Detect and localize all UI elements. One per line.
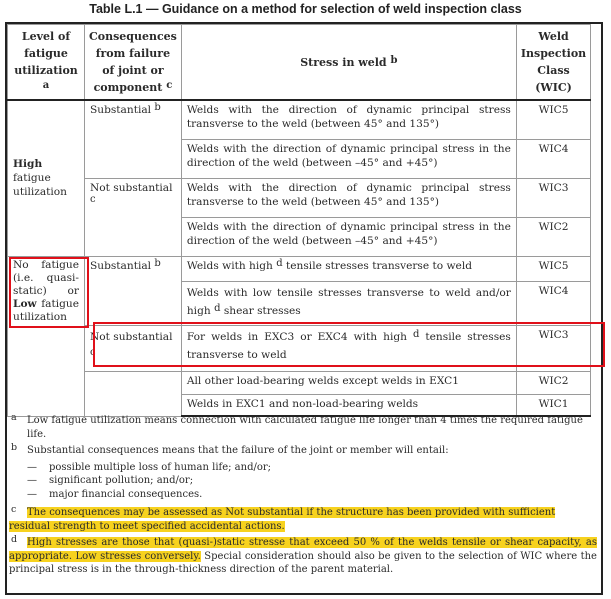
stress-cell: Welds with low tensile stresses transverse to weld and/or high $^d$ shear stresses <box>181 281 516 325</box>
wic-cell: WIC5 <box>516 100 590 139</box>
wic-table <box>7 24 591 417</box>
header-row <box>8 25 591 101</box>
footnote-b-item: — possible multiple loss of human life; and/or; <box>27 461 272 473</box>
footnote-d: d High stresses are those that (quasi-)static stresse that exceed 50 % of the welds tensile or shear capacity, as appropriate. Low stresses conversely. Special consideration should also be given to the selection of WIC where the principal stress is in the through-thickness direction of the parent material. <box>9 534 597 575</box>
table-title: Table L.1 — Guidance on a method for selection of weld inspection class <box>89 2 522 16</box>
wic-cell: WIC4 <box>516 139 590 178</box>
stress-cell: For welds in EXC3 or EXC4 with high $^d$ tensile stresses transverse to weld <box>181 325 516 371</box>
wic-cell: WIC4 <box>516 281 590 325</box>
header-wic: Weld Inspection Class (WIC) <box>516 25 590 101</box>
consequence-not-substantial: Not substantial $^c$ <box>85 325 182 371</box>
header-consequences: Consequences from failure of joint or component $^c$ <box>85 25 182 101</box>
table-row <box>8 100 591 139</box>
footnote-c: c The consequences may be assessed as Not substantial if the structure has been provided with sufficient residual strength to meet specified accidental actions. <box>9 504 556 532</box>
wic-cell: WIC3 <box>516 325 590 371</box>
level-high: High fatigue utilization <box>8 100 85 256</box>
stress-cell: Welds with the direction of dynamic principal stress in the direction of the weld (between –45° and +45°) <box>181 217 516 256</box>
level-low: No fatigue (i.e. quasi-static) or Low fatigue utilization <box>8 256 85 416</box>
table-row <box>8 371 591 394</box>
consequence-substantial: Substantial $^b$ <box>85 100 182 178</box>
highlighted-text: The consequences may be assessed as Not substantial if the structure has been provided with sufficient residual strength to meet specified accidental actions. <box>9 507 556 532</box>
wic-cell: WIC5 <box>516 256 590 281</box>
consequence-not-substantial: Not substantial $^c$ <box>85 178 182 256</box>
footnote-b-item: — major financial consequences. <box>27 488 203 500</box>
footnote-a: a Low fatigue utilization means connection with calculated fatigue life longer than 4 times the required fatigue life. <box>11 412 583 440</box>
header-level: Level of fatigue utilization $^a$ <box>8 25 85 101</box>
wic-cell: WIC2 <box>516 217 590 256</box>
table-row <box>8 178 591 217</box>
wic-cell: WIC2 <box>516 371 590 394</box>
wic-cell: WIC1 <box>516 394 590 416</box>
stress-cell: Welds with the direction of dynamic principal stress transverse to the weld (between 45° and 135°) <box>181 100 516 139</box>
footnote-b: b Substantial consequences means that the failure of the joint or member will entail: <box>11 442 449 456</box>
consequence-substantial: Substantial $^b$ <box>85 256 182 325</box>
stress-cell: Welds with high $^d$ tensile stresses transverse to weld <box>181 256 516 281</box>
stress-cell: Welds with the direction of dynamic principal stress in the direction of the weld (between –45° and +45°) <box>181 139 516 178</box>
stress-cell: Welds with the direction of dynamic principal stress transverse to the weld (between 45° and 135°) <box>181 178 516 217</box>
footnote-b-item: — significant pollution; and/or; <box>27 475 194 486</box>
consequence-empty <box>85 371 182 416</box>
stress-cell: All other load-bearing welds except welds in EXC1 <box>181 371 516 394</box>
table-row-highlighted <box>8 325 591 371</box>
footnotes <box>9 414 597 580</box>
table-row <box>8 256 591 281</box>
stress-cell: Welds in EXC1 and non-load-bearing welds <box>181 394 516 416</box>
wic-cell: WIC3 <box>516 178 590 217</box>
highlighted-text: High stresses are those that (quasi-)static stresse that exceed 50 % of the welds tensile or shear capacity, as appropriate. Low stresses conversely. <box>9 537 597 562</box>
header-stress: Stress in weld $^b$ <box>181 25 516 101</box>
